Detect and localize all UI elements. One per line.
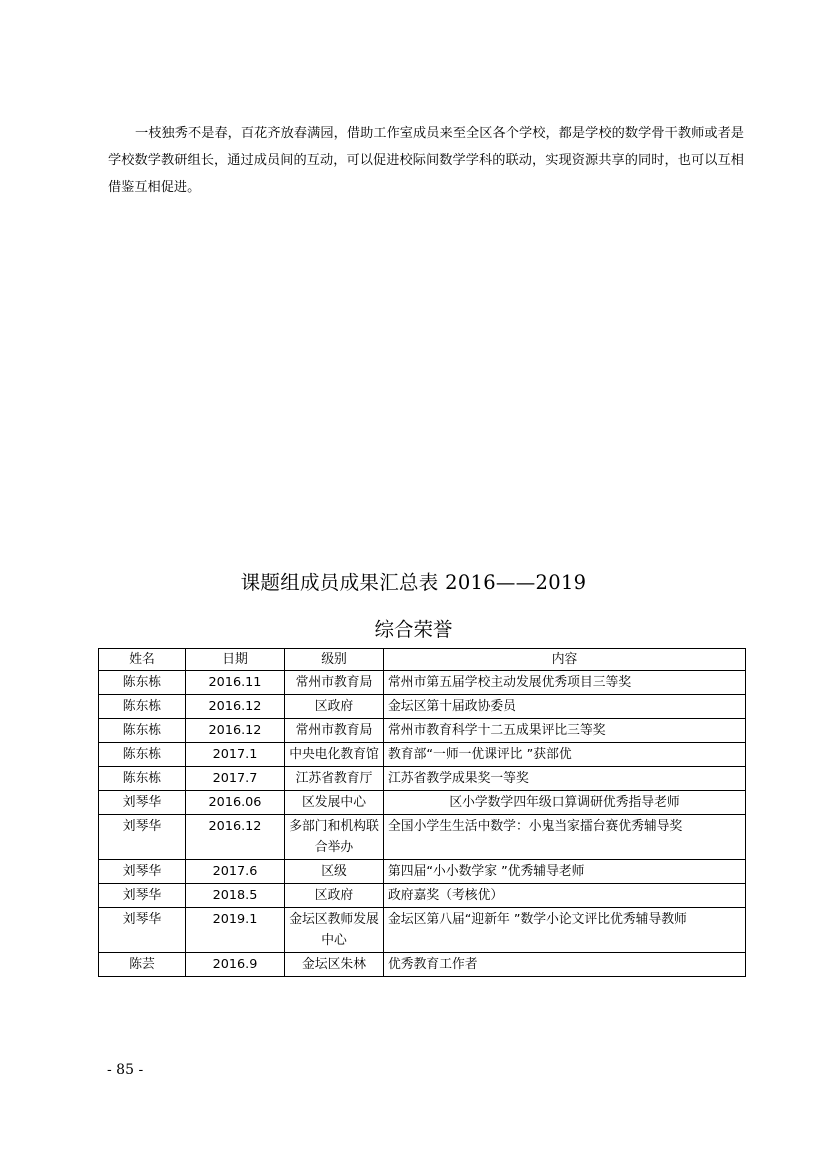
header-date: 日期 — [186, 649, 285, 671]
cell-content: 金坛区第八届“迎新年 ”数学小论文评比优秀辅导教师 — [384, 908, 746, 953]
cell-content: 教育部“一师一优课评比 ”获部优 — [384, 743, 746, 767]
cell-level: 常州市教育局 — [285, 671, 384, 695]
cell-content: 常州市教育科学十二五成果评比三等奖 — [384, 719, 746, 743]
cell-date: 2017.6 — [186, 860, 285, 884]
cell-level: 江苏省教育厅 — [285, 767, 384, 791]
table-row — [99, 908, 746, 953]
cell-date: 2016.12 — [186, 719, 285, 743]
cell-level: 区发展中心 — [285, 791, 384, 815]
cell-name: 陈东栋 — [99, 743, 186, 767]
cell-level: 金坛区教师发展中心 — [285, 908, 384, 953]
table-row — [99, 767, 746, 791]
table-row — [99, 671, 746, 695]
cell-name: 陈东栋 — [99, 695, 186, 719]
cell-date: 2016.06 — [186, 791, 285, 815]
cell-name: 刘琴华 — [99, 791, 186, 815]
cell-date: 2019.1 — [186, 908, 285, 953]
cell-name: 刘琴华 — [99, 884, 186, 908]
cell-level: 区政府 — [285, 884, 384, 908]
cell-name: 陈芸 — [99, 953, 186, 977]
cell-date: 2017.1 — [186, 743, 285, 767]
cell-content: 第四届“小小数学家 ”优秀辅导老师 — [384, 860, 746, 884]
header-name: 姓名 — [99, 649, 186, 671]
cell-level: 中央电化教育馆 — [285, 743, 384, 767]
cell-date: 2016.9 — [186, 953, 285, 977]
table-row — [99, 884, 746, 908]
cell-name: 刘琴华 — [99, 908, 186, 953]
table-header-row — [99, 649, 746, 671]
cell-content: 区小学数学四年级口算调研优秀指导老师 — [384, 791, 746, 815]
cell-name: 陈东栋 — [99, 671, 186, 695]
header-content: 内容 — [384, 649, 746, 671]
cell-content: 金坛区第十届政协委员 — [384, 695, 746, 719]
cell-level: 区级 — [285, 860, 384, 884]
table-row — [99, 815, 746, 860]
cell-level: 常州市教育局 — [285, 719, 384, 743]
cell-content: 政府嘉奖（考核优） — [384, 884, 746, 908]
cell-date: 2016.12 — [186, 695, 285, 719]
table-row — [99, 719, 746, 743]
page-number: - 85 - — [107, 1062, 144, 1078]
cell-date: 2017.7 — [186, 767, 285, 791]
table-row — [99, 743, 746, 767]
cell-name: 陈东栋 — [99, 767, 186, 791]
cell-content: 全国小学生生活中数学：小鬼当家擂台赛优秀辅导奖 — [384, 815, 746, 860]
table-row — [99, 695, 746, 719]
cell-level: 金坛区朱林 — [285, 953, 384, 977]
cell-name: 陈东栋 — [99, 719, 186, 743]
header-level: 级别 — [285, 649, 384, 671]
cell-date: 2018.5 — [186, 884, 285, 908]
table-title: 课题组成员成果汇总表 2016——2019 — [240, 571, 587, 594]
cell-content: 优秀教育工作者 — [384, 953, 746, 977]
cell-name: 刘琴华 — [99, 815, 186, 860]
intro-paragraph: 一枝独秀不是春，百花齐放春满园，借助工作室成员来至全区各个学校，都是学校的数学骨干教师或者是学校数学教研组长，通过成员间的互动，可以促进校际间数学学科的联动，实现资源共享的同时，也可以互相借鉴互相促进。 — [108, 126, 744, 195]
cell-name: 刘琴华 — [99, 860, 186, 884]
table-row — [99, 791, 746, 815]
cell-date: 2016.11 — [186, 671, 285, 695]
table-subtitle: 综合荣誉 — [374, 618, 453, 641]
cell-level: 区政府 — [285, 695, 384, 719]
cell-content: 江苏省教学成果奖一等奖 — [384, 767, 746, 791]
cell-level: 多部门和机构联合举办 — [285, 815, 384, 860]
cell-content: 常州市第五届学校主动发展优秀项目三等奖 — [384, 671, 746, 695]
table-row — [99, 953, 746, 977]
table-row — [99, 860, 746, 884]
cell-date: 2016.12 — [186, 815, 285, 860]
awards-table — [98, 648, 746, 977]
